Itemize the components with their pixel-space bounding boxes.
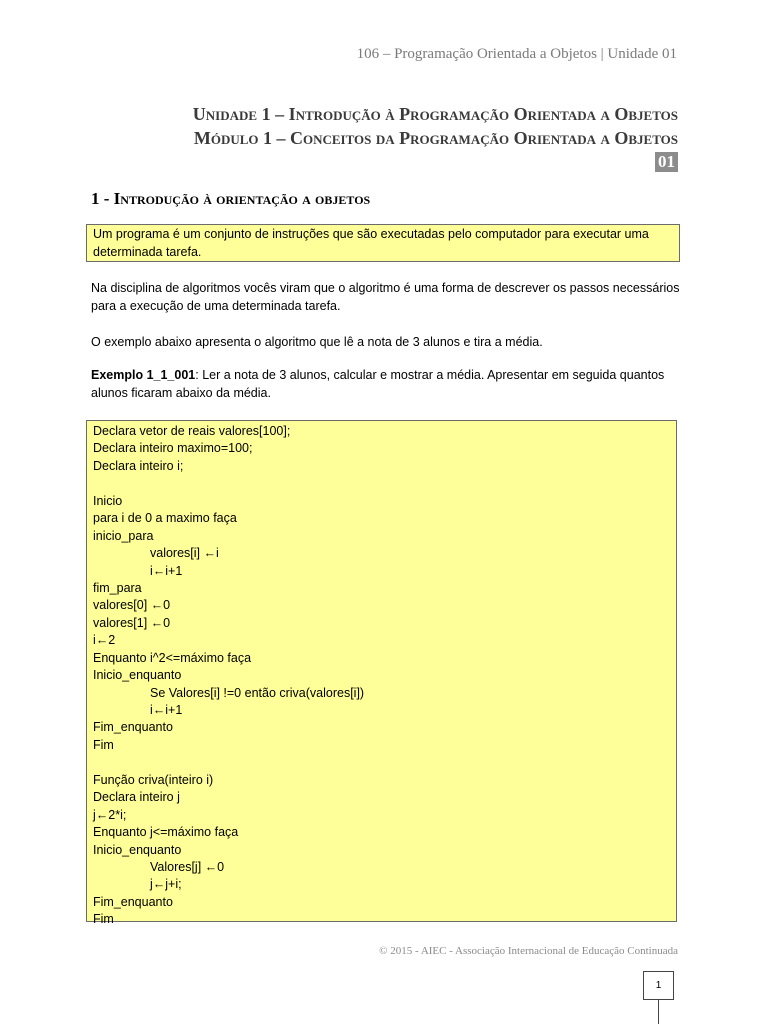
definition-text: Um programa é um conjunto de instruções que são executadas pelo computador para executar uma determinada tarefa. <box>93 227 649 259</box>
code-line: Declara inteiro j <box>93 790 180 805</box>
page-number: 1 <box>643 971 674 1000</box>
code-line: Fim_enquanto <box>93 894 173 909</box>
definition-box <box>86 224 680 262</box>
paragraph-example-intro: O exemplo abaixo apresenta o algoritmo que lê a nota de 3 alunos e tira a média. <box>91 335 543 349</box>
code-line <box>93 754 676 771</box>
code-line: Declara inteiro i; <box>93 458 184 473</box>
code-line: inicio_para <box>93 528 154 543</box>
code-line: i←2 <box>93 633 116 648</box>
section-heading: 1 - Introdução à orientação a objetos <box>91 189 371 208</box>
code-line: Enquanto j<=máximo faça <box>93 825 239 840</box>
code-line: Declara inteiro maximo=100; <box>93 441 253 456</box>
example-label: Exemplo 1_1_001 <box>91 368 196 382</box>
module-number-badge: 01 <box>655 152 678 172</box>
code-line: Função criva(inteiro i) <box>93 772 214 787</box>
code-line: Inicio <box>93 493 123 508</box>
code-line: j←j+i; <box>150 877 182 892</box>
example-text: : Ler a nota de 3 alunos, calcular e mostrar a média. Apresentar em seguida quantos alunos ficaram abaixo da média. <box>91 368 665 400</box>
module-title: Módulo 1 – Conceitos da Programação Orientada a Objetos <box>193 128 678 148</box>
title-block <box>193 102 678 150</box>
code-line: Fim_enquanto <box>93 720 173 735</box>
code-line: Enquanto i^2<=máximo faça <box>93 650 252 665</box>
code-line: Se Valores[i] !=0 então criva(valores[i]) <box>150 685 365 700</box>
page-number-line <box>658 1000 659 1024</box>
footer-copyright: © 2015 - AIEC - Associação Internacional de Educação Continuada <box>379 945 678 957</box>
code-line: valores[1] ←0 <box>93 615 171 630</box>
code-block <box>86 420 677 927</box>
code-line: fim_para <box>93 580 142 595</box>
code-line: Fim <box>93 737 114 752</box>
paragraph-example-statement <box>91 366 681 402</box>
code-line: Inicio_enquanto <box>93 842 182 857</box>
code-line: Inicio_enquanto <box>93 668 182 683</box>
code-line: i←i+1 <box>150 703 183 717</box>
code-line: j←2*i; <box>93 807 127 822</box>
unit-title: Unidade 1 – Introdução à Programação Orientada a Objetos <box>192 104 678 124</box>
code-line <box>93 475 676 492</box>
running-header: 106 – Programação Orientada a Objetos | Unidade 01 <box>356 46 677 62</box>
code-line: Valores[j] ←0 <box>150 859 225 874</box>
code-line: valores[0] ←0 <box>93 598 171 613</box>
code-line: valores[i] ←i <box>150 546 219 561</box>
code-line: Declara vetor de reais valores[100]; <box>93 424 291 438</box>
code-line: i←i+1 <box>150 563 183 578</box>
code-line: para i de 0 a maximo faça <box>93 511 237 526</box>
paragraph-algorithms: Na disciplina de algoritmos vocês viram que o algoritmo é uma forma de descrever os passos necessários para a execução de uma determinada tarefa. <box>91 281 680 313</box>
code-line: Fim <box>93 912 114 927</box>
